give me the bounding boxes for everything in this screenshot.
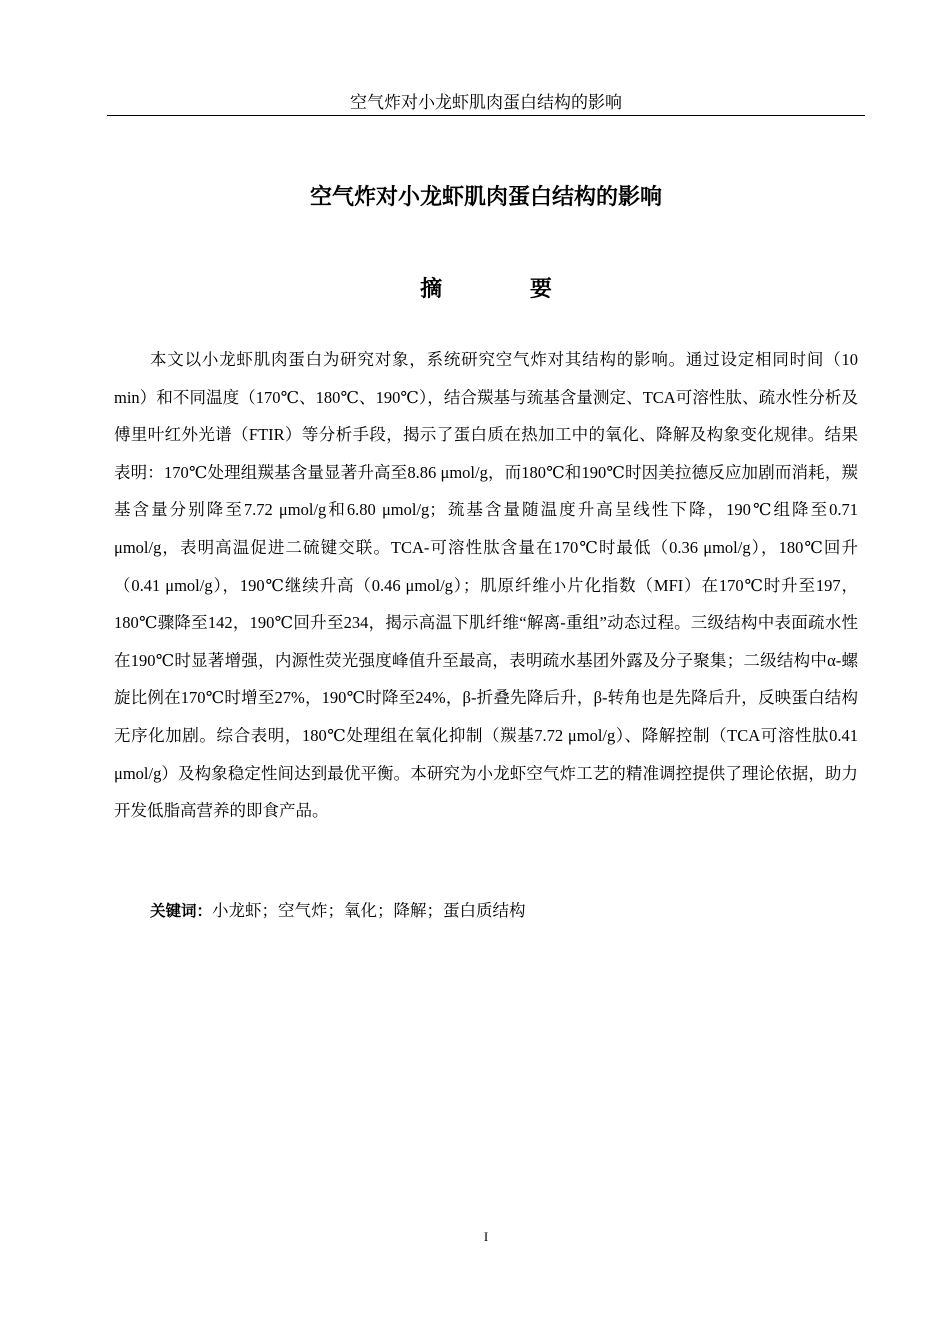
keywords-label: 关键词： [150,902,213,920]
page-number: I [483,1229,489,1244]
document-title: 空气炸对小龙虾肌肉蛋白结构的影响 [309,185,662,210]
abstract-body: 本文以小龙虾肌肉蛋白为研究对象，系统研究空气炸对其结构的影响。通过设定相同时间（10 min）和不同温度（170℃、180℃、190℃），结合羰基与巯基含量测定、TCA可溶性肽、疏水性分析及傅里叶红外光谱（FTIR）等分析手段，揭示了蛋白质在热加工中的氧化、降解及构象变化规律。结果表明：170℃处理组羰基含量显著升高至8.86 μmol/g，而180℃和190℃时因美拉德反应加剧而消耗，羰基含量分别降至7.72 μmol/g和6.80 μmol/g；巯基含量随温度升高呈线性下降，190℃组降至0.71 μmol/g，表明高温促进二硫键交联。TCA-可溶性肽含量在170℃时最低（0.36 μmol/g），180℃回升（0.41 μmol/g），190℃继续升高（0.46 μmol/g）；肌原纤维小片化指数（MFI）在170℃时升至197，180℃骤降至142，190℃回升至234，揭示高温下肌纤维“解离-重组”动态过程。三级结构中表面疏水性在190℃时显著增强，内源性荧光强度峰值升至最高，表明疏水基团外露及分子聚集；二级结构中α-螺旋比例在170℃时增至27%，190℃时降至24%，β-折叠先降后升，β-转角也是先降后升，反映蛋白结构无序化加剧。综合表明，180℃处理组在氧化抑制（羰基7.72 μmol/g）、降解控制（TCA可溶性肽0.41 μmol/g）及构象稳定性间达到最优平衡。本研究为小龙虾空气炸工艺的精准调控提供了理论依据，助力开发低脂高营养的即食产品。 [114,350,858,821]
keywords-text: 小龙虾；空气炸；氧化；降解；蛋白质结构 [212,901,526,920]
running-header: 空气炸对小龙虾肌肉蛋白结构的影响 [350,93,622,112]
keywords-line [150,897,858,925]
header-divider [107,115,865,116]
abstract-heading: 摘 要 [420,277,592,302]
